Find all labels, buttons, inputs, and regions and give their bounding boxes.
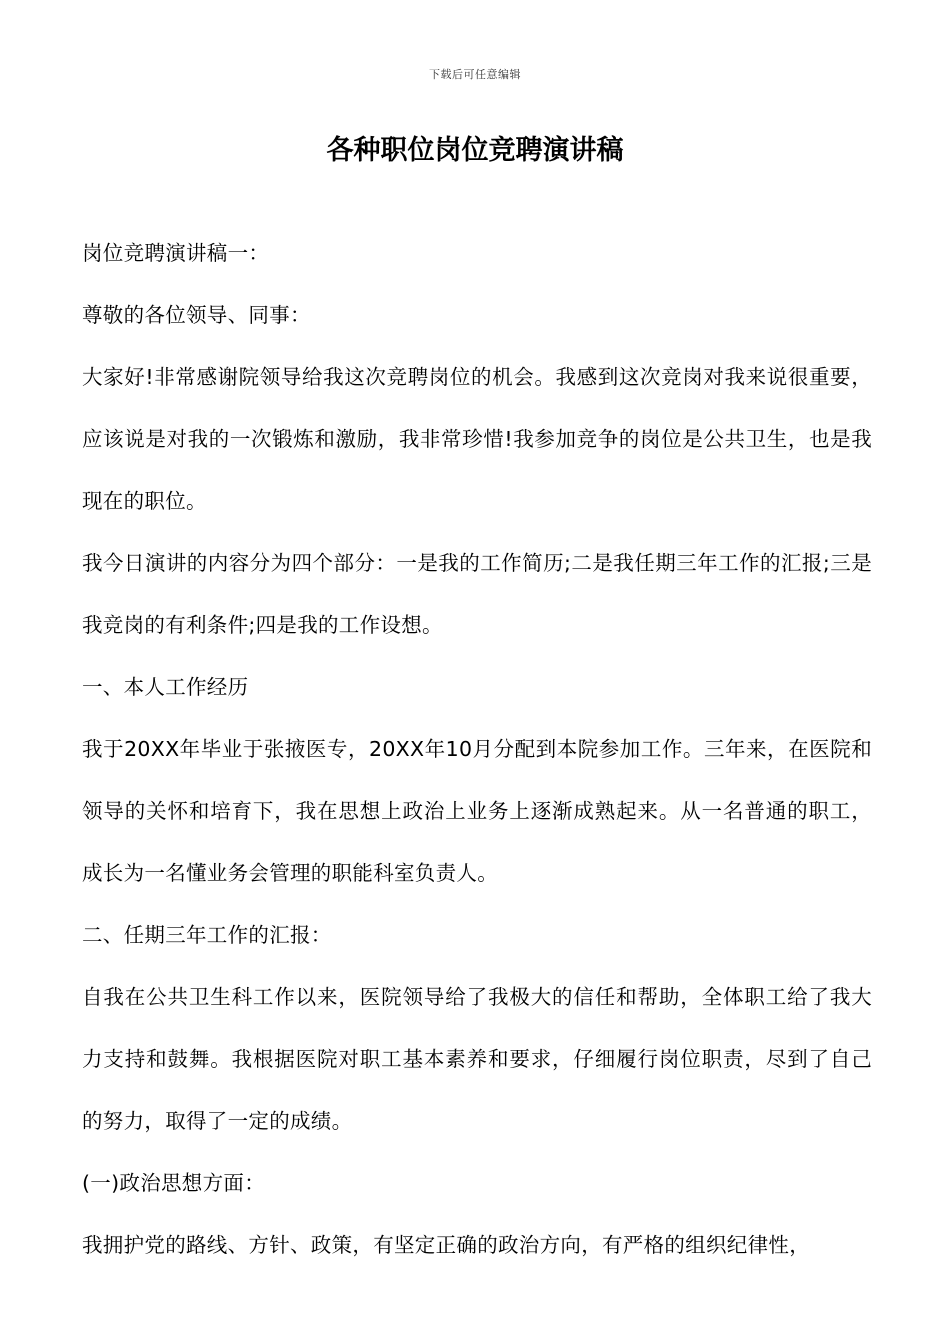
section-heading-work-report: 二、任期三年工作的汇报：	[82, 923, 332, 947]
paragraph-work-report: 自我在公共卫生科工作以来，医院领导给了我极大的信任和帮助，全体职工给了我大力支持和鼓舞。我根据医院对职工基本素养和要求，仔细履行岗位职责，尽到了自己的努力，取得了一定的成绩。	[82, 985, 872, 1133]
paragraph-political: 我拥护党的路线、方针、政策，有坚定正确的政治方向，有严格的组织纪律性，	[82, 1233, 810, 1257]
paragraph-salutation: 尊敬的各位领导、同事：	[82, 303, 311, 327]
paragraph-outline: 我今日演讲的内容分为四个部分：一是我的工作简历;二是我任期三年工作的汇报;三是我竞岗的有利条件;四是我的工作设想。	[82, 551, 872, 637]
document-body	[82, 222, 872, 1276]
subsection-heading-political: (一)政治思想方面：	[82, 1171, 265, 1195]
header-note: 下载后可任意编辑	[429, 68, 521, 81]
paragraph-work-experience: 我于20XX年毕业于张掖医专，20XX年10月分配到本院参加工作。三年来，在医院和领导的关怀和培育下，我在思想上政治上业务上逐渐成熟起来。从一名普通的职工，成长为一名懂业务会管理的职能科室负责人。	[82, 737, 872, 885]
document-title: 各种职位岗位竞聘演讲稿	[326, 135, 624, 166]
paragraph-opening: 大家好!非常感谢院领导给我这次竞聘岗位的机会。我感到这次竞岗对我来说很重要，应该说是对我的一次锻炼和激励，我非常珍惜!我参加竞争的岗位是公共卫生，也是我现在的职位。	[82, 365, 872, 513]
section-heading-work-experience: 一、本人工作经历	[82, 675, 249, 699]
paragraph-heading-speech-one: 岗位竞聘演讲稿一：	[82, 241, 270, 265]
